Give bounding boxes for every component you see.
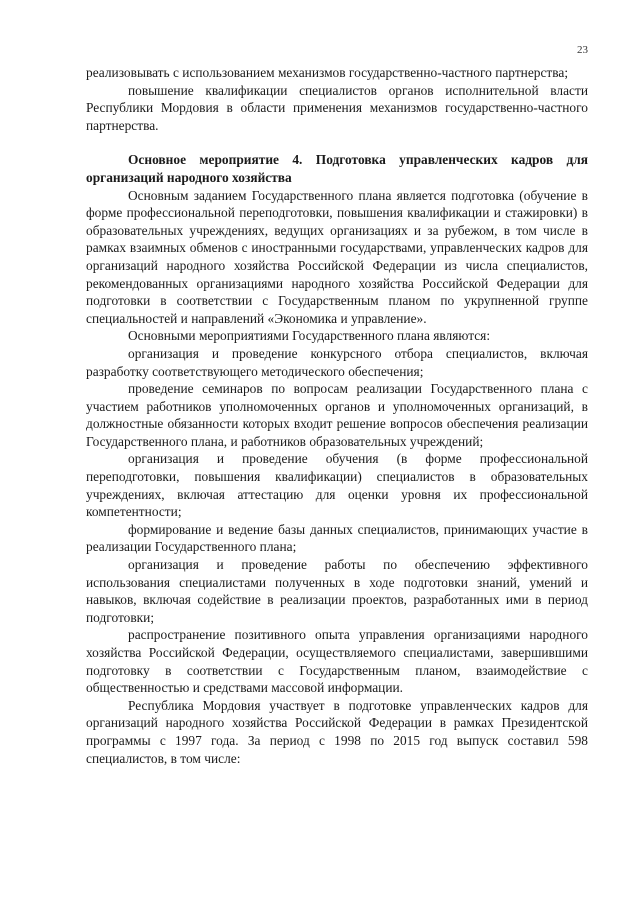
paragraph-continuation: реализовывать с использованием механизмов государственно-частного партнерства; <box>86 65 569 80</box>
list-item: организация и проведение конкурсного отбора специалистов, включая разработку соответствующего методического обеспечения; <box>86 345 588 379</box>
paragraph: Основными мероприятиями Государственного плана являются: <box>128 328 491 344</box>
list-item: проведение семинаров по вопросам реализации Государственного плана с участием работников уполномоченных органов и уполномоченных организаций, в должностные обязанности которых входит решение вопросов обеспечения реализации Государственного плана, и работников образовательных учреждений; <box>86 381 588 449</box>
section-gap <box>86 134 588 151</box>
paragraph: Основным заданием Государственного плана является подготовка (обучение в форме профессиональной переподготовки, повышения квалификации и стажировки) в образовательных учреждениях, ведущих организациях и за рубежом, в том числе в рамках взаимных обменов с иностранными государствами, управленческих кадров для организаций народного хозяйства Российской Федерации из числа специалистов, рекомендованных организациями народного хозяйства Российской Федерации для подготовки в соответствии с Государственным планом по укрупненной группе специальностей и направлений «Экономика и управление». <box>86 187 588 326</box>
list-item: организация и проведение обучения (в форме профессиональной переподготовки, повышения квалификации) специалистов в образовательных учреждениях, включая аттестацию для оценки уровня их профессиональной компетентности; <box>86 451 588 520</box>
list-item: организация и проведение работы по обеспечению эффективного использования специалистами полученных в ходе подготовки знаний, умений и навыков, включая содействие в реализации проектов, разработанных ими в период подготовки; <box>86 557 588 625</box>
paragraph: Республика Мордовия участвует в подготовке управленческих кадров для организаций народного хозяйства Российской Федерации в рамках Президентской программы с 1997 года. За период с 1998 по 2015 год выпуск составил 598 специалистов, в том числе: <box>86 697 588 766</box>
list-item: формирование и ведение базы данных специалистов, принимающих участие в реализации Государственного плана; <box>86 521 588 555</box>
paragraph: повышение квалификации специалистов органов исполнительной власти Республики Мордовия в области применения механизмов государственно-частного партнерства. <box>86 82 588 133</box>
list-item: распространение позитивного опыта управления организациями народного хозяйства Российской Федерации, осуществляемого специалистами, завершившими подготовку в соответствии с Государственным планом, взаимодействие с общественностью и средствами массовой информации. <box>86 627 588 696</box>
section-heading: Основное мероприятие 4. Подготовка управленческих кадров для организаций народного хозяйства <box>86 152 588 185</box>
page-number: 23 <box>577 44 588 56</box>
document-body <box>86 64 588 767</box>
